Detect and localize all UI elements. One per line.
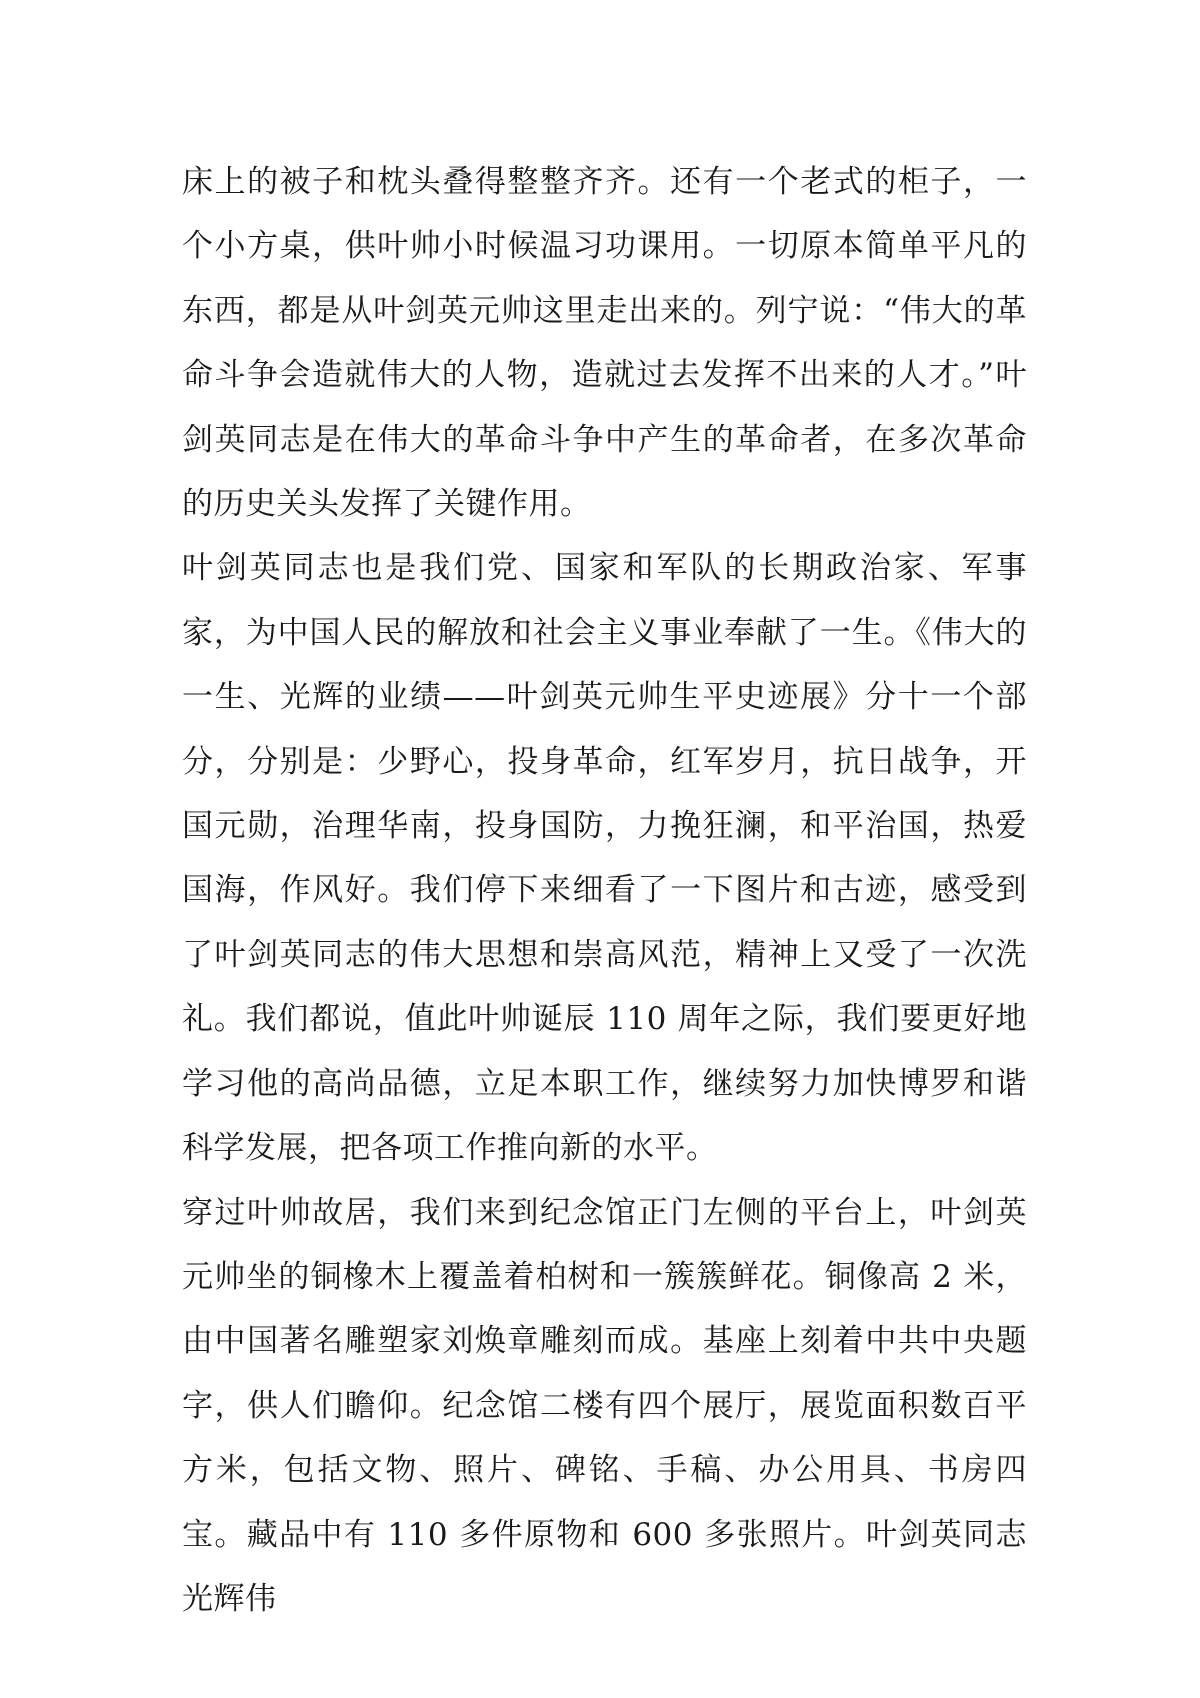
paragraph-1: 床上的被子和枕头叠得整整齐齐。还有一个老式的柜子，一个小方桌，供叶帅小时候温习功课用。一切原本简单平凡的东西，都是从叶剑英元帅这里走出来的。列宁说：“伟大的革命斗争会造就伟大的人物，造就过去发挥不出来的人才。”叶剑英同志是在伟大的革命斗争中产生的革命者，在多次革命的历史关头发挥了关键作用。 xyxy=(182,164,1027,523)
paragraph-2: 叶剑英同志也是我们党、国家和军队的长期政治家、军事家，为中国人民的解放和社会主义事业奉献了一生。《伟大的一生、光辉的业绩——叶剑英元帅生平史迹展》分十一个部分，分别是：少野心，投身革命，红军岁月，抗日战争，开国元勋，治理华南，投身国防，力挽狂澜，和平治国，热爱国海，作风好。我们停下来细看了一下图片和古迹，感受到了叶剑英同志的伟大思想和崇高风范，精神上又受了一次洗礼。我们都说，值此叶帅诞辰 110 周年之际，我们要更好地学习他的高尚品德，立足本职工作，继续努力加快博罗和谐科学发展，把各项工作推向新的水平。 xyxy=(182,550,1027,1167)
document-body xyxy=(182,150,1027,1631)
paragraph-3: 穿过叶帅故居，我们来到纪念馆正门左侧的平台上，叶剑英元帅坐的铜橡木上覆盖着柏树和一簇簇鲜花。铜像高 2 米，由中国著名雕塑家刘焕章雕刻而成。基座上刻着中共中央题字，供人们瞻仰。纪念馆二楼有四个展厅，展览面积数百平方米，包括文物、照片、碑铭、手稿、办公用具、书房四宝。藏品中有 110 多件原物和 600 多张照片。叶剑英同志光辉伟 xyxy=(182,1194,1027,1617)
